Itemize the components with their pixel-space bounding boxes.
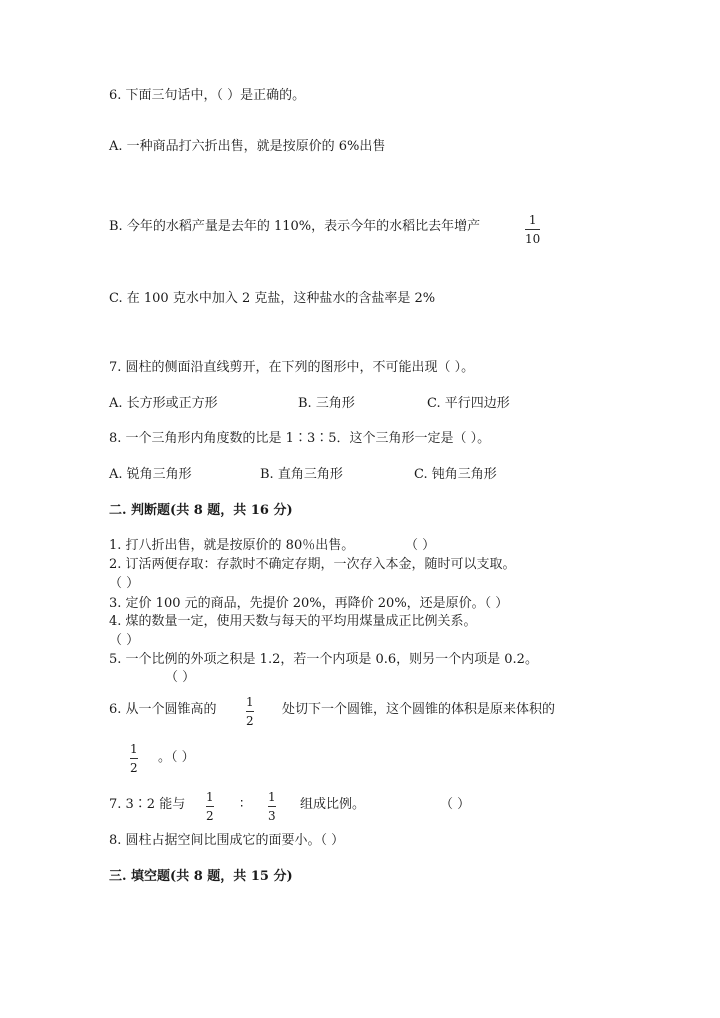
- judge-item-2-paren: （ ）: [109, 576, 140, 591]
- judge-item-1: 1. 打八折出售，就是按原价的 80％出售。: [109, 538, 355, 553]
- judge-item-4: 4. 煤的数量一定，使用天数与每天的平均用煤量成正比例关系。: [109, 614, 477, 629]
- judge-item-7-paren: （ ）: [440, 797, 471, 812]
- judge-item-8: 8. 圆柱占据空间比围成它的面要小。（ ）: [109, 833, 345, 848]
- judge-item-6-part1: 6. 从一个圆锥高的: [109, 702, 217, 717]
- judge-item-6-part3: 。（ ）: [158, 750, 195, 765]
- q6-option-b: B. 今年的水稻产量是去年的 110%，表示今年的水稻比去年增产: [109, 219, 481, 234]
- judge-item-5-paren: （ ）: [165, 670, 196, 685]
- q8-option-b: B. 直角三角形: [260, 467, 343, 482]
- q8-option-a: A. 锐角三角形: [109, 467, 192, 482]
- judge-item-7-part2: 组成比例。: [300, 797, 366, 812]
- q6-stem: 6. 下面三句话中，（ ）是正确的。: [109, 88, 306, 103]
- judge-item-7-part1: 7. 3∶2 能与: [109, 797, 186, 812]
- section2-title: 二. 判断题(共 8 题，共 16 分): [109, 503, 293, 518]
- fraction-numerator: 1: [246, 695, 254, 709]
- fraction-bar: [525, 229, 540, 230]
- q6-option-c: C. 在 100 克水中加入 2 克盐，这种盐水的含盐率是 2%: [109, 291, 436, 306]
- judge-item-2: 2. 订活两便存取：存款时不确定存期，一次存入本金，随时可以支取。: [109, 557, 516, 572]
- section3-title: 三. 填空题(共 8 题，共 15 分): [109, 869, 293, 884]
- fraction-bar: [130, 758, 138, 759]
- fraction-denominator: 10: [525, 232, 541, 246]
- fraction-numerator: 1: [528, 213, 537, 227]
- q8-stem: 8. 一个三角形内角度数的比是 1∶3∶5．这个三角形一定是（ ）。: [109, 431, 491, 446]
- fraction-denominator: 2: [246, 714, 254, 728]
- q6-option-b-fraction: [525, 214, 540, 245]
- judge-item-7-fraction-1: [206, 791, 214, 822]
- q7-option-a: A. 长方形或正方形: [109, 396, 218, 411]
- judge-item-6-fraction-2: [130, 743, 138, 774]
- fraction-bar: [206, 806, 214, 807]
- judge-item-7-fraction-2: [268, 791, 276, 822]
- fraction-numerator: 1: [130, 742, 138, 756]
- q7-option-b: B. 三角形: [298, 396, 355, 411]
- judge-item-6-fraction-1: [246, 696, 254, 727]
- judge-item-4-paren: （ ）: [109, 633, 140, 648]
- q7-stem: 7. 圆柱的侧面沿直线剪开，在下列的图形中，不可能出现（ ）。: [109, 360, 475, 375]
- fraction-bar: [268, 806, 276, 807]
- judge-item-3: 3. 定价 100 元的商品，先提价 20%，再降价 20%，还是原价。（ ）: [109, 596, 509, 611]
- judge-item-1-paren: （ ）: [405, 538, 436, 553]
- q7-option-c: C. 平行四边形: [427, 396, 510, 411]
- judge-item-5: 5. 一个比例的外项之积是 1.2，若一个内项是 0.6，则另一个内项是 0.2。: [109, 652, 538, 667]
- q8-option-c: C. 钝角三角形: [414, 467, 497, 482]
- fraction-denominator: 3: [268, 809, 276, 823]
- fraction-numerator: 1: [206, 790, 214, 804]
- q6-option-a: A. 一种商品打六折出售，就是按原价的 6%出售: [109, 139, 386, 154]
- fraction-numerator: 1: [268, 790, 276, 804]
- fraction-denominator: 2: [206, 809, 214, 823]
- judge-item-7-colon: ∶: [240, 797, 244, 812]
- fraction-denominator: 2: [130, 761, 138, 775]
- judge-item-6-part2: 处切下一个圆锥，这个圆锥的体积是原来体积的: [282, 702, 556, 717]
- fraction-bar: [246, 711, 254, 712]
